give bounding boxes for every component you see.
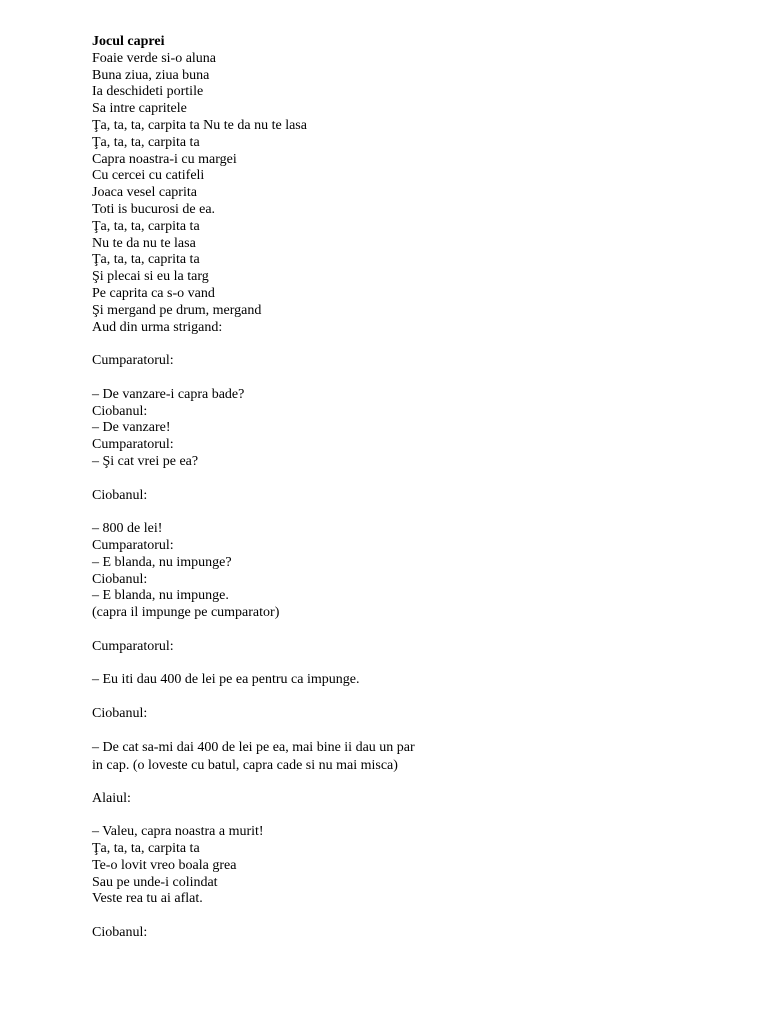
text-line: Alaiul:	[92, 790, 131, 806]
text-line: Şi mergand pe drum, mergand	[92, 302, 262, 318]
text-line: Ciobanul:	[92, 925, 148, 941]
text-line: Cumparatorul:	[92, 437, 174, 453]
text-line: Ia deschideti portile	[92, 84, 204, 100]
blank-line	[92, 471, 732, 488]
text-line: Sau pe unde-i colindat	[92, 874, 218, 890]
text-line: – De vanzare!	[92, 420, 171, 436]
text-line: Ţa, ta, ta, carpita ta	[92, 134, 200, 150]
text-line: Buna ziua, ziua buna	[92, 67, 210, 83]
text-line: Ţa, ta, ta, carpita ta	[92, 841, 200, 857]
text-line: Ciobanul:	[92, 705, 148, 721]
text-line: Sa intre capritele	[92, 101, 187, 117]
text-line: Ciobanul:	[92, 403, 148, 419]
text-line: Capra noastra-i cu margei	[92, 151, 237, 167]
wrapped-paragraph: – De cat sa-mi dai 400 de lei pe ea, mai bine ii dau un par in cap. (o loveste cu batul, capra cade si nu mai misca)	[92, 740, 415, 773]
text-line: (capra il impunge pe cumparator)	[92, 605, 280, 621]
text-line: – Valeu, capra noastra a murit!	[92, 824, 264, 840]
text-line: Veste rea tu ai aflat.	[92, 891, 203, 907]
document-body-continued	[92, 774, 732, 942]
text-line: Cu cercei cu catifeli	[92, 168, 205, 184]
text-line: Ciobanul:	[92, 487, 148, 503]
text-line: Aud din urma strigand:	[92, 319, 223, 335]
blank-line	[92, 504, 732, 521]
text-line: – E blanda, nu impunge?	[92, 554, 232, 570]
text-line: Joaca vesel caprita	[92, 185, 197, 201]
text-line: Te-o lovit vreo boala grea	[92, 857, 237, 873]
text-line: Pe caprita ca s-o vand	[92, 285, 215, 301]
text-line: Ciobanul:	[92, 571, 148, 587]
blank-line	[92, 908, 732, 925]
text-line: Nu te da nu te lasa	[92, 235, 196, 251]
text-line: Cumparatorul:	[92, 638, 174, 654]
text-line: Ţa, ta, ta, carpita ta Nu te da nu te lasa	[92, 117, 307, 133]
blank-line	[92, 622, 732, 639]
text-line: – Şi cat vrei pe ea?	[92, 453, 199, 469]
text-line: – E blanda, nu impunge.	[92, 588, 229, 604]
text-line: – 800 de lei!	[92, 521, 163, 537]
blank-line	[92, 336, 732, 353]
text-line: Şi plecai si eu la targ	[92, 269, 209, 285]
blank-line	[92, 807, 732, 824]
blank-line	[92, 723, 732, 740]
text-line: Ţa, ta, ta, carpita ta	[92, 218, 200, 234]
blank-line	[92, 774, 732, 791]
text-line: Foaie verde si-o aluna	[92, 50, 217, 66]
text-line: Cumparatorul:	[92, 353, 174, 369]
document-body	[92, 51, 732, 740]
blank-line	[92, 655, 732, 672]
document-title: Jocul caprei	[92, 34, 165, 49]
text-line: Toti is bucurosi de ea.	[92, 201, 216, 217]
text-line: Cumparatorul:	[92, 537, 174, 553]
blank-line	[92, 689, 732, 706]
text-line: – Eu iti dau 400 de lei pe ea pentru ca impunge.	[92, 672, 360, 688]
text-line: – De vanzare-i capra bade?	[92, 386, 245, 402]
blank-line	[92, 370, 732, 387]
text-line: Ţa, ta, ta, caprita ta	[92, 252, 200, 268]
document-page	[92, 34, 732, 942]
